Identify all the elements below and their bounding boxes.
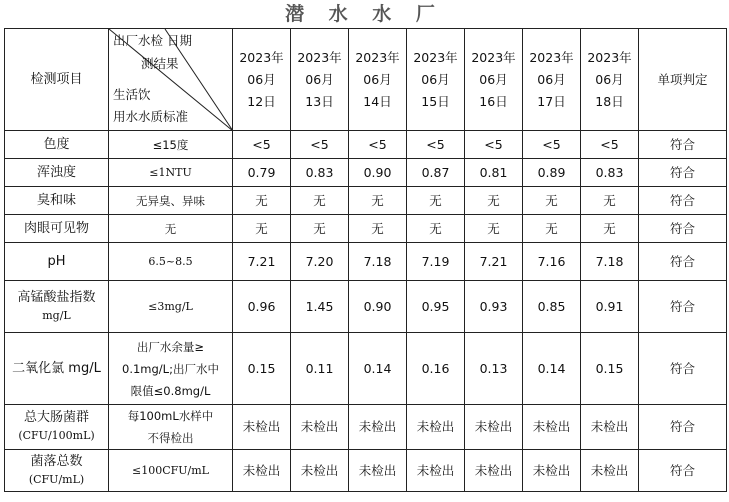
standard-cell bbox=[109, 243, 233, 281]
result-cell: 0.15 bbox=[581, 333, 639, 405]
result-cell: 0.85 bbox=[523, 281, 581, 333]
result-cell: 未检出 bbox=[233, 450, 291, 492]
result-cell: 未检出 bbox=[581, 450, 639, 492]
result-cell: 0.91 bbox=[581, 281, 639, 333]
item-name: 肉眼可见物 bbox=[23, 220, 89, 236]
result-cell: 无 bbox=[349, 187, 407, 215]
result-cell: <5 bbox=[523, 131, 581, 159]
item-name: 色度 bbox=[43, 136, 70, 152]
result-cell: 0.87 bbox=[407, 159, 465, 187]
standard-line: ≤3mg/L bbox=[148, 299, 193, 313]
date-header: 2023年 06月 15日 bbox=[407, 29, 465, 131]
standard-line: 6.5~8.5 bbox=[148, 254, 193, 268]
item-name: 二氧化氯 mg/L bbox=[12, 360, 101, 376]
diagonal-header-cell bbox=[109, 29, 233, 131]
item-name-cell bbox=[5, 131, 109, 159]
result-cell: 0.16 bbox=[407, 333, 465, 405]
verdict-cell: 符合 bbox=[639, 405, 727, 450]
result-cell: <5 bbox=[349, 131, 407, 159]
standard-cell bbox=[109, 281, 233, 333]
table-row bbox=[5, 187, 727, 215]
standard-line: 0.1mg/L;出厂水中 bbox=[122, 361, 219, 376]
header-row bbox=[5, 29, 727, 131]
water-quality-table bbox=[4, 28, 727, 492]
result-cell: 0.14 bbox=[349, 333, 407, 405]
result-cell: 0.90 bbox=[349, 281, 407, 333]
result-cell: 0.13 bbox=[465, 333, 523, 405]
item-unit: (CFU/mL) bbox=[28, 472, 85, 486]
result-cell: 无 bbox=[465, 187, 523, 215]
result-cell: 0.14 bbox=[523, 333, 581, 405]
verdict-cell: 符合 bbox=[639, 333, 727, 405]
item-name-cell bbox=[5, 243, 109, 281]
standard-cell bbox=[109, 450, 233, 492]
result-cell: 0.11 bbox=[291, 333, 349, 405]
result-cell: <5 bbox=[581, 131, 639, 159]
result-cell: 1.45 bbox=[291, 281, 349, 333]
table-row bbox=[5, 333, 727, 405]
result-cell: 未检出 bbox=[291, 450, 349, 492]
result-cell: 无 bbox=[465, 215, 523, 243]
verdict-cell: 符合 bbox=[639, 187, 727, 215]
standard-cell bbox=[109, 187, 233, 215]
diag-label-top: 出厂水检 日期 bbox=[113, 33, 192, 48]
standard-line: 限值≤0.8mg/L bbox=[130, 383, 211, 398]
result-cell: 未检出 bbox=[581, 405, 639, 450]
diag-label-bottom: 生活饮 用水水质标准 bbox=[113, 87, 189, 124]
result-cell: 0.79 bbox=[233, 159, 291, 187]
standard-cell bbox=[109, 333, 233, 405]
result-cell: 未检出 bbox=[233, 405, 291, 450]
standard-line: 不得检出 bbox=[147, 431, 194, 445]
item-name-cell bbox=[5, 159, 109, 187]
standard-cell bbox=[109, 215, 233, 243]
result-cell: <5 bbox=[407, 131, 465, 159]
item-name-cell bbox=[5, 215, 109, 243]
result-cell: 7.16 bbox=[523, 243, 581, 281]
item-name: 高锰酸盐指数 bbox=[17, 289, 96, 305]
table-row bbox=[5, 281, 727, 333]
result-cell: 0.96 bbox=[233, 281, 291, 333]
result-cell: 0.83 bbox=[581, 159, 639, 187]
result-cell: 无 bbox=[291, 215, 349, 243]
item-name: 总大肠菌群 bbox=[23, 410, 89, 425]
standard-cell bbox=[109, 159, 233, 187]
result-cell: 0.90 bbox=[349, 159, 407, 187]
verdict-cell: 符合 bbox=[639, 281, 727, 333]
table-row bbox=[5, 405, 727, 450]
result-cell: 无 bbox=[523, 215, 581, 243]
page-title: 潜 水 水 厂 bbox=[285, 3, 444, 25]
verdict-cell: 符合 bbox=[639, 131, 727, 159]
standard-line: 出厂水余量≥ bbox=[136, 339, 205, 354]
result-cell: 无 bbox=[581, 215, 639, 243]
result-cell: 无 bbox=[407, 215, 465, 243]
result-cell: 7.20 bbox=[291, 243, 349, 281]
verdict-cell: 符合 bbox=[639, 215, 727, 243]
result-cell: 0.83 bbox=[291, 159, 349, 187]
result-cell: 未检出 bbox=[349, 450, 407, 492]
standard-line: 无异臭、异味 bbox=[136, 193, 205, 208]
table-row bbox=[5, 159, 727, 187]
result-cell: 未检出 bbox=[349, 405, 407, 450]
result-cell: 7.21 bbox=[233, 243, 291, 281]
table-row bbox=[5, 243, 727, 281]
result-cell: <5 bbox=[291, 131, 349, 159]
item-name-cell bbox=[5, 405, 109, 450]
date-header: 2023年 06月 17日 bbox=[523, 29, 581, 131]
standard-cell bbox=[109, 131, 233, 159]
standard-line: ≤1NTU bbox=[149, 165, 192, 179]
result-cell: 未检出 bbox=[407, 405, 465, 450]
table-row bbox=[5, 131, 727, 159]
result-cell: 未检出 bbox=[291, 405, 349, 450]
verdict-cell: 符合 bbox=[639, 159, 727, 187]
result-cell: <5 bbox=[465, 131, 523, 159]
date-header: 2023年 06月 12日 bbox=[233, 29, 291, 131]
result-cell: 无 bbox=[523, 187, 581, 215]
date-header: 2023年 06月 16日 bbox=[465, 29, 523, 131]
item-name-cell bbox=[5, 333, 109, 405]
result-cell: 未检出 bbox=[407, 450, 465, 492]
date-header: 2023年 06月 13日 bbox=[291, 29, 349, 131]
date-header: 2023年 06月 14日 bbox=[349, 29, 407, 131]
result-cell: 未检出 bbox=[465, 450, 523, 492]
result-cell: 0.93 bbox=[465, 281, 523, 333]
item-name: 臭和味 bbox=[36, 192, 76, 208]
result-cell: 无 bbox=[233, 187, 291, 215]
verdict-cell: 符合 bbox=[639, 243, 727, 281]
item-name-cell bbox=[5, 187, 109, 215]
item-name: 浑浊度 bbox=[36, 164, 76, 180]
result-cell: 无 bbox=[291, 187, 349, 215]
result-cell: 无 bbox=[349, 215, 407, 243]
result-cell: 0.81 bbox=[465, 159, 523, 187]
result-cell: 0.15 bbox=[233, 333, 291, 405]
result-cell: 未检出 bbox=[523, 405, 581, 450]
result-cell: 7.18 bbox=[349, 243, 407, 281]
result-cell: 0.95 bbox=[407, 281, 465, 333]
standard-line: ≤100CFU/mL bbox=[132, 463, 209, 477]
result-cell: 未检出 bbox=[523, 450, 581, 492]
result-cell: 0.89 bbox=[523, 159, 581, 187]
date-header: 2023年 06月 18日 bbox=[581, 29, 639, 131]
verdict-column-header: 单项判定 bbox=[639, 29, 727, 131]
result-cell: 无 bbox=[407, 187, 465, 215]
table-row bbox=[5, 215, 727, 243]
diag-label-mid: 测结果 bbox=[141, 56, 179, 71]
result-cell: 未检出 bbox=[465, 405, 523, 450]
result-cell: 7.19 bbox=[407, 243, 465, 281]
standard-line: ≤15度 bbox=[152, 137, 189, 152]
result-cell: 无 bbox=[233, 215, 291, 243]
verdict-cell: 符合 bbox=[639, 450, 727, 492]
item-name-cell bbox=[5, 281, 109, 333]
table-row bbox=[5, 450, 727, 492]
item-unit: (CFU/100mL) bbox=[18, 429, 95, 442]
standard-cell bbox=[109, 405, 233, 450]
item-name-cell bbox=[5, 450, 109, 492]
item-column-header: 检测项目 bbox=[5, 29, 109, 131]
result-cell: 无 bbox=[581, 187, 639, 215]
item-unit: mg/L bbox=[42, 308, 71, 322]
standard-line: 每100mL水样中 bbox=[127, 409, 214, 423]
result-cell: 7.18 bbox=[581, 243, 639, 281]
item-name: 菌落总数 bbox=[30, 453, 83, 469]
item-name: pH bbox=[47, 253, 66, 269]
standard-line: 无 bbox=[164, 221, 177, 236]
result-cell: 7.21 bbox=[465, 243, 523, 281]
result-cell: <5 bbox=[233, 131, 291, 159]
